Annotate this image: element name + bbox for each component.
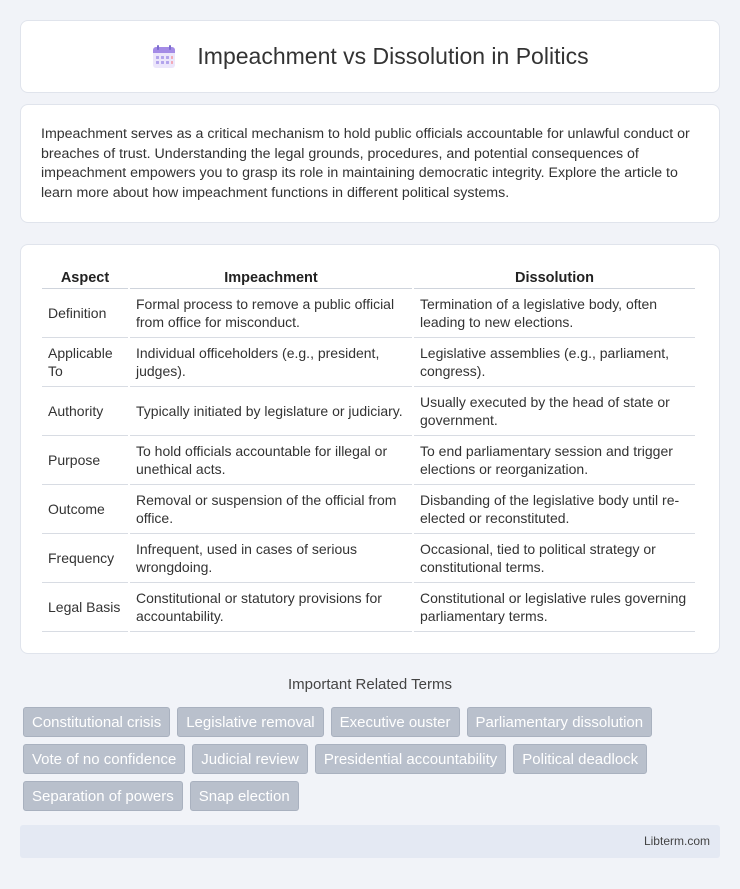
intro-card bbox=[20, 104, 720, 223]
row-dissolution: Usually executed by the head of state or government. bbox=[414, 387, 695, 436]
related-term-tag[interactable]: Legislative removal bbox=[177, 707, 323, 737]
related-term-tag[interactable]: Constitutional crisis bbox=[23, 707, 170, 737]
related-terms-list bbox=[23, 707, 723, 811]
comparison-card bbox=[20, 244, 720, 654]
row-dissolution: Constitutional or legislative rules governing parliamentary terms. bbox=[414, 583, 695, 632]
row-impeachment: Constitutional or statutory provisions for accountability. bbox=[130, 583, 412, 632]
row-dissolution: Termination of a legislative body, often leading to new elections. bbox=[414, 289, 695, 338]
row-dissolution: Legislative assemblies (e.g., parliament, congress). bbox=[414, 338, 695, 387]
related-term-tag[interactable]: Executive ouster bbox=[331, 707, 460, 737]
header-card bbox=[20, 20, 720, 93]
related-term-tag[interactable]: Vote of no confidence bbox=[23, 744, 185, 774]
page-title: Impeachment vs Dissolution in Politics bbox=[197, 43, 589, 69]
table-row bbox=[42, 534, 695, 583]
column-header-impeachment: Impeachment bbox=[130, 265, 412, 289]
related-term-tag[interactable]: Presidential accountability bbox=[315, 744, 506, 774]
footer bbox=[20, 825, 720, 858]
row-dissolution: Disbanding of the legislative body until re-elected or reconstituted. bbox=[414, 485, 695, 534]
row-aspect: Applicable To bbox=[42, 338, 128, 387]
row-aspect: Legal Basis bbox=[42, 583, 128, 632]
row-aspect: Outcome bbox=[42, 485, 128, 534]
related-term-tag[interactable]: Snap election bbox=[190, 781, 299, 811]
row-aspect: Authority bbox=[42, 387, 128, 436]
comparison-table bbox=[40, 265, 697, 632]
intro-text: Impeachment serves as a critical mechanism to hold public officials accountable for unlawful conduct or breaches of trust. Understanding the legal grounds, procedures, and potential consequences of impeachment empowers you to grasp its role in maintaining democratic integrity. Explore the article to learn more about how impeachment functions in different political systems. bbox=[41, 126, 690, 201]
table-row bbox=[42, 387, 695, 436]
related-term-tag[interactable]: Political deadlock bbox=[513, 744, 647, 774]
column-header-aspect: Aspect bbox=[42, 265, 128, 289]
related-term-tag[interactable]: Judicial review bbox=[192, 744, 308, 774]
row-aspect: Purpose bbox=[42, 436, 128, 485]
table-row bbox=[42, 338, 695, 387]
row-impeachment: Infrequent, used in cases of serious wrongdoing. bbox=[130, 534, 412, 583]
row-impeachment: Individual officeholders (e.g., president, judges). bbox=[130, 338, 412, 387]
related-term-tag[interactable]: Parliamentary dissolution bbox=[467, 707, 653, 737]
table-row bbox=[42, 583, 695, 632]
table-row bbox=[42, 485, 695, 534]
row-dissolution: Occasional, tied to political strategy or constitutional terms. bbox=[414, 534, 695, 583]
row-impeachment: Formal process to remove a public official from office for misconduct. bbox=[130, 289, 412, 338]
table-row bbox=[42, 436, 695, 485]
row-impeachment: Removal or suspension of the official from office. bbox=[130, 485, 412, 534]
related-term-tag[interactable]: Separation of powers bbox=[23, 781, 183, 811]
calendar-icon bbox=[151, 44, 177, 70]
column-header-dissolution: Dissolution bbox=[414, 265, 695, 289]
row-impeachment: Typically initiated by legislature or judiciary. bbox=[130, 387, 412, 436]
row-dissolution: To end parliamentary session and trigger elections or reorganization. bbox=[414, 436, 695, 485]
table-header-row bbox=[42, 265, 695, 289]
table-row bbox=[42, 289, 695, 338]
row-aspect: Definition bbox=[42, 289, 128, 338]
row-impeachment: To hold officials accountable for illegal or unethical acts. bbox=[130, 436, 412, 485]
related-terms-title: Important Related Terms bbox=[288, 676, 452, 693]
footer-site-link[interactable]: Libterm.com bbox=[643, 834, 710, 848]
row-aspect: Frequency bbox=[42, 534, 128, 583]
